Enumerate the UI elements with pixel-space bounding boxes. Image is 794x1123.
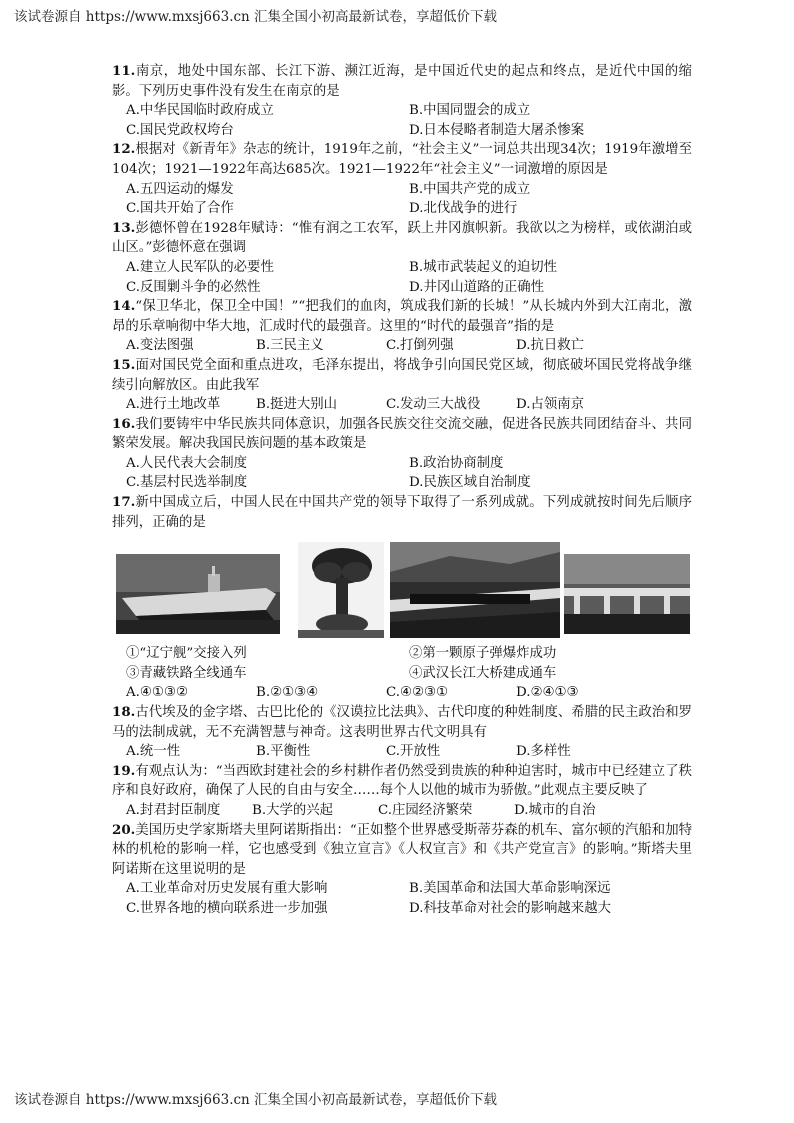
mushroom-cloud-photo: [298, 542, 384, 638]
question-number: 14.: [112, 298, 136, 315]
option-d: D.城市的自治: [514, 803, 596, 818]
option-b: B.美国革命和法国大革命影响深远: [409, 881, 611, 897]
event-item-2: ②第一颗原子弹爆炸成功: [409, 646, 557, 662]
question-number: 20.: [112, 821, 136, 838]
option-a: A.封君封臣制度: [126, 803, 221, 818]
question-text: “保卫华北，保卫全中国！”“把我们的血肉，筑成我们新的长城！”从长城内外到大江南北，激昂的乐章响彻中华大地，汇成时代的最强音。这里的“时代的最强音”指的是: [112, 299, 692, 334]
question-number: 16.: [112, 415, 136, 432]
aircraft-carrier-icon: [116, 554, 280, 634]
option-a: A.进行土地改革: [126, 397, 221, 413]
option-d: D.科技革命对社会的影响越来越大: [409, 900, 611, 916]
railway-train-icon: [390, 542, 560, 638]
option-a: A.变法图强: [126, 338, 194, 354]
option-a: A.中华民国临时政府成立: [126, 103, 274, 119]
question-text: 有观点认为：“当西欧封建社会的乡村耕作者仍然受到贵族的种种迫害时，城市中已经建立了秩序和良好政府，确保了人民的自由与安全……每个人以他的城市为骄傲。”此观点主要反映了: [112, 763, 692, 799]
question-number: 18.: [112, 704, 136, 721]
question-text: 根据对《新青年》杂志的统计，1919年之前，“社会主义”一词总共出现34次；1919年激增至104次；1921—1922年高达685次。1921—1922年“社会主义”一词激增的原因是: [112, 142, 692, 177]
event-item-1: ①“辽宁舰”交接入列: [126, 646, 247, 662]
bridge-icon: [564, 554, 690, 634]
option-a: A.建立人民军队的必要性: [126, 259, 274, 275]
option-b: B.挺进大别山: [256, 397, 338, 413]
option-c: C.国共开始了合作: [126, 201, 234, 217]
bridge-photo: [564, 554, 690, 634]
event-item-4: ④武汉长江大桥建成通车: [409, 665, 557, 681]
event-items: [112, 644, 692, 683]
options: [112, 683, 692, 703]
option-d: D.②④①③: [516, 685, 579, 701]
options: [112, 454, 692, 493]
option-d: D.北伐战争的进行: [409, 201, 518, 217]
option-d: D.多样性: [516, 744, 571, 760]
achievement-photos: [112, 542, 692, 638]
railway-train-photo: [390, 542, 560, 638]
question-16: [112, 415, 692, 493]
option-d: D.抗日救亡: [516, 338, 585, 354]
option-a: A.人民代表大会制度: [126, 455, 248, 471]
option-b: B.平衡性: [256, 744, 311, 760]
source-banner-bottom: 该试卷源自 https://www.mxsj663.cn 汇集全国小初高最新试卷，享超低价下载: [14, 1092, 498, 1108]
event-item-3: ③青藏铁路全线通车: [126, 665, 247, 681]
options: [112, 180, 692, 219]
question-14: [112, 297, 692, 356]
option-c: C.开放性: [386, 744, 441, 760]
option-b: B.三民主义: [256, 338, 324, 354]
question-text: 南京，地处中国东部、长江下游、濒江近海，是中国近代史的起点和终点，是近代中国的缩影。下列历史事件没有发生在南京的是: [112, 64, 692, 99]
option-d: D.占领南京: [516, 397, 585, 413]
question-number: 11.: [112, 63, 136, 79]
option-c: C.反围剿斗争的必然性: [126, 279, 261, 295]
question-number: 15.: [112, 356, 136, 373]
option-a: A.④①③②: [126, 685, 188, 701]
question-19: [112, 762, 692, 821]
option-d: D.井冈山道路的正确性: [409, 279, 545, 295]
option-c: C.基层村民选举制度: [126, 475, 248, 491]
option-a: A.五四运动的爆发: [126, 181, 234, 197]
aircraft-carrier-photo: [116, 554, 280, 634]
question-text: 美国历史学家斯塔夫里阿诺斯指出：“正如整个世界感受斯蒂芬森的机车、富尔顿的汽船和加特林的机枪的影响一样，它也感受到《独立宣言》《人权宣言》和《共产党宣言》的影响。”斯塔夫里阿诺斯在这里说明的是: [112, 822, 692, 877]
question-text: 彭德怀曾在1928年赋诗：“惟有润之工农军，跃上井冈旗帜新。我欲以之为榜样，或依湖泊或山区。”彭德怀意在强调: [112, 220, 692, 256]
option-b: B.政治协商制度: [409, 455, 504, 471]
option-b: B.中国共产党的成立: [409, 181, 531, 197]
option-c: C.世界各地的横向联系进一步加强: [126, 900, 328, 916]
question-number: 19.: [112, 762, 136, 779]
question-15: [112, 356, 692, 415]
question-number: 13.: [112, 219, 136, 236]
option-c: C.庄园经济繁荣: [378, 803, 473, 818]
option-b: B.中国同盟会的成立: [409, 103, 531, 119]
option-a: A.工业革命对历史发展有重大影响: [126, 881, 328, 897]
exam-content: [112, 62, 692, 919]
option-b: B.大学的兴起: [252, 803, 334, 818]
options: [112, 258, 692, 297]
mushroom-cloud-icon: [298, 542, 384, 638]
question-text: 新中国成立后，中国人民在中国共产党的领导下取得了一系列成就。下列成就按时间先后顺序排列，正确的是: [112, 495, 692, 530]
option-a: A.统一性: [126, 744, 181, 760]
options: [112, 336, 692, 356]
options: [112, 801, 692, 821]
option-c: C.④②③①: [386, 685, 449, 701]
question-text: 古代埃及的金字塔、古巴比伦的《汉谟拉比法典》、古代印度的种姓制度、希腊的民主政治和罗马的法制成就，无不充满智慧与神奇。这表明世界古代文明具有: [112, 705, 692, 740]
option-c: C.打倒列强: [386, 338, 454, 354]
options: [112, 742, 692, 762]
option-c: C.发动三大战役: [386, 397, 481, 413]
question-20: [112, 821, 692, 919]
option-b: B.②①③④: [256, 685, 319, 701]
question-12: [112, 140, 692, 218]
question-number: 12.: [112, 141, 136, 158]
question-13: [112, 219, 692, 297]
question-text: 面对国民党全面和重点进攻，毛泽东提出，将战争引向国民党区域，彻底破坏国民党将战争继续引向解放区。由此我军: [112, 357, 692, 393]
question-18: [112, 703, 692, 762]
question-17: [112, 493, 692, 703]
option-d: D.民族区域自治制度: [409, 475, 531, 491]
option-c: C.国民党政权垮台: [126, 122, 234, 138]
question-number: 17.: [112, 494, 136, 511]
source-banner-top: 该试卷源自 https://www.mxsj663.cn 汇集全国小初高最新试卷，享超低价下载: [14, 9, 498, 25]
question-text: 我们要铸牢中华民族共同体意识，加强各民族交往交流交融，促进各民族共同团结奋斗、共同繁荣发展。解决我国民族问题的基本政策是: [112, 416, 692, 452]
option-d: D.日本侵略者制造大屠杀惨案: [409, 122, 585, 138]
options: [112, 879, 692, 918]
options: [112, 395, 692, 415]
question-11: [112, 62, 692, 140]
option-b: B.城市武装起义的迫切性: [409, 259, 558, 275]
options: [112, 101, 692, 140]
